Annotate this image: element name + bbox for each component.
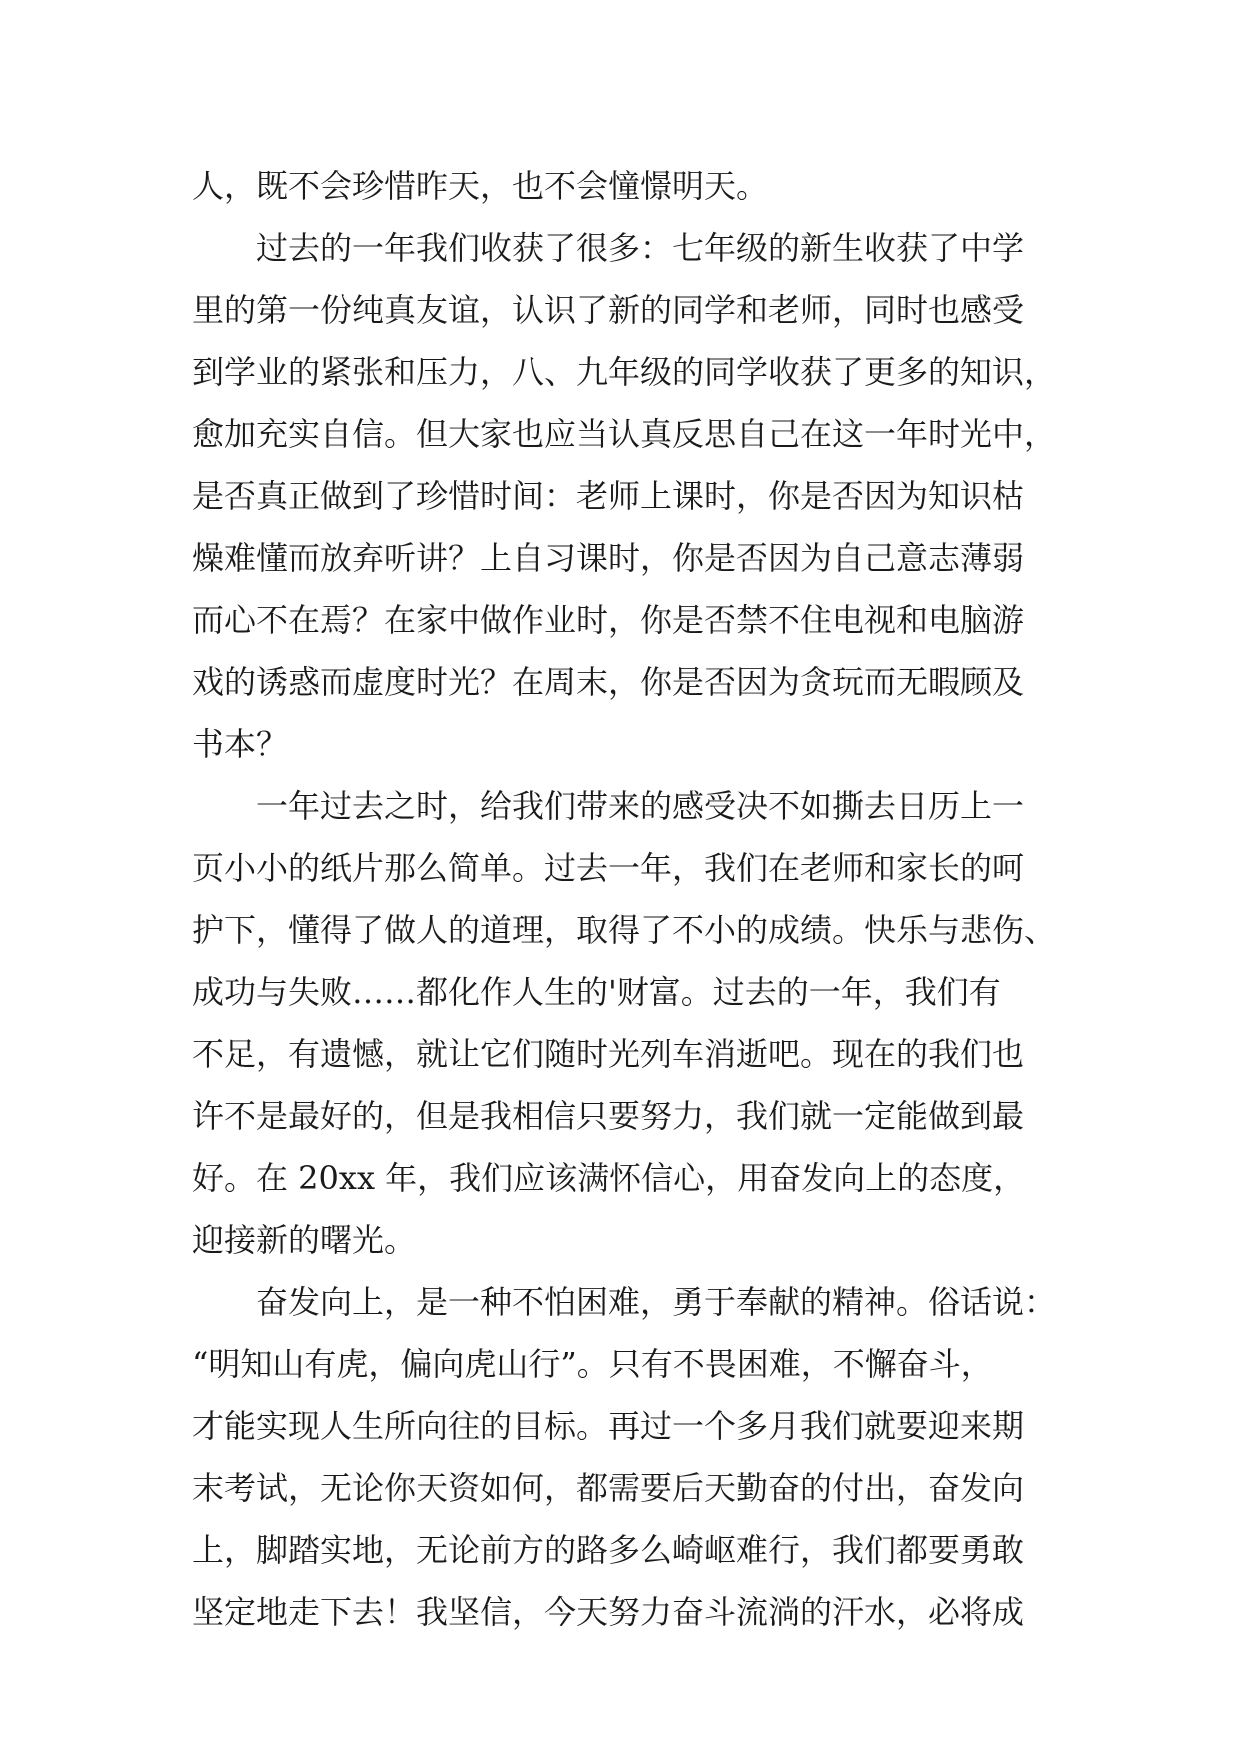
paragraph: [192, 217, 1057, 775]
text-line: 页小小的纸片那么简单。过去一年，我们在老师和家长的呵: [192, 849, 1025, 887]
text-line: 里的第一份纯真友谊，认识了新的同学和老师，同时也感受: [192, 291, 1025, 329]
text-line: 到学业的紧张和压力，八、九年级的同学收获了更多的知识，: [192, 353, 1057, 391]
text-line: 一年过去之时，给我们带来的感受决不如撕去日历上一: [256, 787, 1025, 825]
text-line: 燥难懂而放弃听讲？上自习课时，你是否因为自己意志薄弱: [192, 539, 1025, 577]
text-line: 而心不在焉？在家中做作业时，你是否禁不住电视和电脑游: [192, 601, 1025, 639]
paragraph: [192, 775, 1057, 1271]
text-line: 人，既不会珍惜昨天，也不会憧憬明天。: [192, 167, 769, 205]
text-line: “明知山有虎，偏向虎山行”。只有不畏困难，不懈奋斗，: [192, 1345, 993, 1383]
paragraph: [192, 1271, 1057, 1643]
text-line: 护下，懂得了做人的道理，取得了不小的成绩。快乐与悲伤、: [192, 911, 1057, 949]
text-line: 迎接新的曙光。: [192, 1221, 417, 1259]
document-body: [192, 155, 1057, 1643]
paragraph: [192, 155, 1052, 217]
text-line: 是否真正做到了珍惜时间：老师上课时，你是否因为知识枯: [192, 477, 1025, 515]
text-line: 上，脚踏实地，无论前方的路多么崎岖难行，我们都要勇敢: [192, 1531, 1025, 1569]
text-line: 成功与失败……都化作人生的'财富。过去的一年，我们有: [192, 973, 1001, 1011]
text-line: 愈加充实自信。但大家也应当认真反思自己在这一年时光中，: [192, 415, 1057, 453]
text-line: 过去的一年我们收获了很多：七年级的新生收获了中学: [256, 229, 1025, 267]
text-line: 许不是最好的，但是我相信只要努力，我们就一定能做到最: [192, 1097, 1025, 1135]
text-line: 书本？: [192, 725, 289, 763]
text-line: 不足，有遗憾，就让它们随时光列车消逝吧。现在的我们也: [192, 1035, 1025, 1073]
text-line: 末考试，无论你天资如何，都需要后天勤奋的付出，奋发向: [192, 1469, 1025, 1507]
text-line: 好。在 20xx 年，我们应该满怀信心，用奋发向上的态度，: [192, 1159, 1026, 1197]
text-line: 坚定地走下去！我坚信，今天努力奋斗流淌的汗水，必将成: [192, 1593, 1025, 1631]
text-line: 戏的诱惑而虚度时光？在周末，你是否因为贪玩而无暇顾及: [192, 663, 1025, 701]
text-line: 奋发向上，是一种不怕困难，勇于奉献的精神。俗话说：: [256, 1283, 1057, 1321]
text-line: 才能实现人生所向往的目标。再过一个多月我们就要迎来期: [192, 1407, 1025, 1445]
